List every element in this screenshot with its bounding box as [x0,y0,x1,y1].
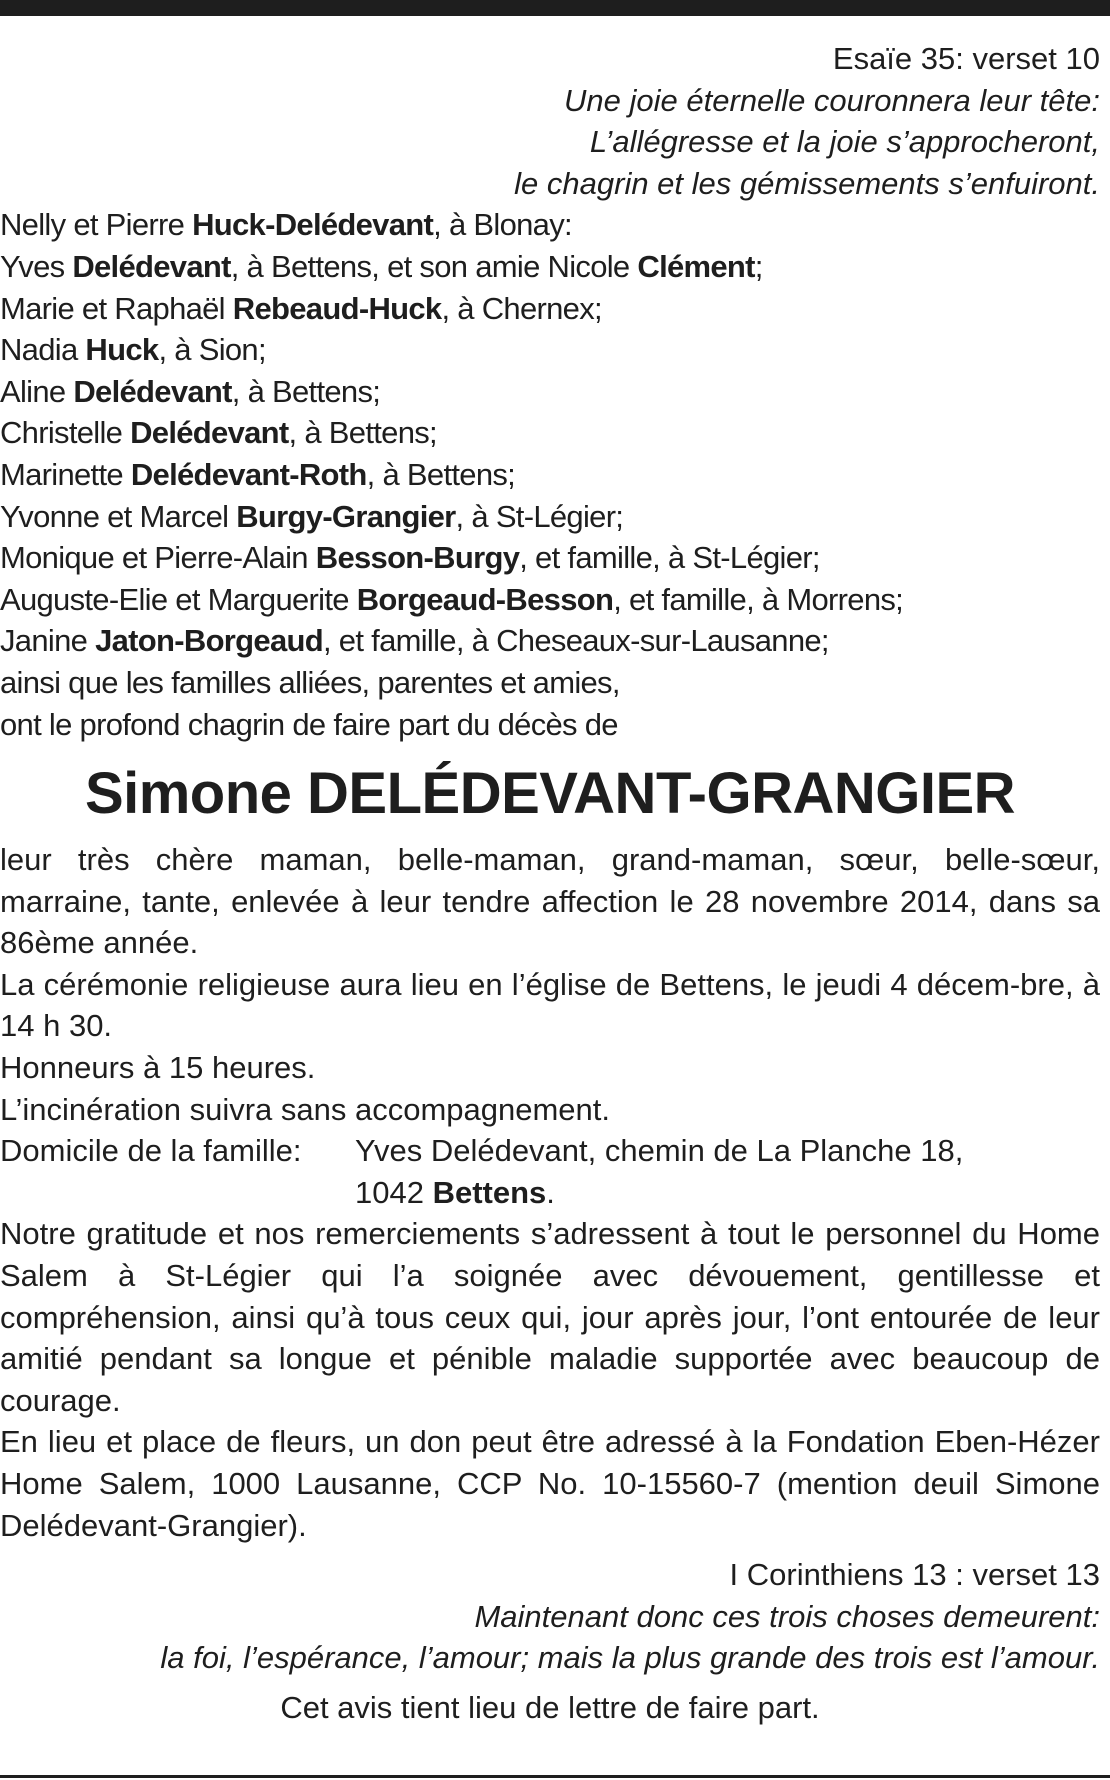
honneurs-line: Honneurs à 15 heures. [0,1050,316,1086]
domicile-block [0,1130,1100,1213]
family-line: Auguste-Elie et Marguerite Borgeaud-Besson, et famille, à Morrens; [0,581,904,617]
family-line: Monique et Pierre-Alain Besson-Burgy, et famille, à St-Légier; [0,540,820,576]
closing-line: Cet avis tient lieu de lettre de faire part. [280,1689,820,1725]
gratitude-paragraph: Notre gratitude et nos remerciements s’adressent à tout le personnel du Home Salem à St-Légier qui l’a soignée avec dévouement, gentillesse et compréhension, ainsi qu’à tous ceux qui, jour après jour, l’ont entourée de leur amitié pendant sa longue et pénible maladie supportée avec beaucoup de courage. [0,1216,1100,1418]
family-line: Christelle Delédevant, à Bettens; [0,415,437,451]
verse-bottom-reference: I Corinthiens 13 : verset 13 [729,1557,1100,1593]
obituary-notice [0,38,1100,1729]
family-line: Marie et Raphaël Rebeaud-Huck, à Chernex; [0,290,602,326]
domicile-label: Domicile de la famille: [0,1133,302,1169]
verse-top-line: L’allégresse et la joie s’approcheront, [589,124,1100,160]
verse-bottom-line: Maintenant donc ces trois choses demeurent: [474,1598,1100,1634]
donation-paragraph: En lieu et place de fleurs, un don peut être adressé à la Fondation Eben-Hézer Home Salem, 1000 Lausanne, CCP No. 10-15560-7 (mention deuil Simone Delédevant-Grangier). [0,1424,1100,1543]
family-line: Aline Delédevant, à Bettens; [0,373,381,409]
family-line: Yvonne et Marcel Burgy-Grangier, à St-Légier; [0,498,624,534]
incineration-line: L’incinération suivra sans accompagnement. [0,1091,611,1127]
relation-paragraph: leur très chère maman, belle-maman, grand-maman, sœur, belle-sœur, marraine, tante, enlevée à leur tendre affection le 28 novembre 2014, dans sa 86ème année. [0,842,1100,961]
family-line: Janine Jaton-Borgeaud, et famille, à Cheseaux-sur-Lausanne; [0,623,829,659]
domicile-address [355,1130,963,1213]
family-line: Marinette Delédevant-Roth, à Bettens; [0,456,516,492]
verse-bottom [0,1554,1100,1679]
family-line: Yves Delédevant, à Bettens, et son amie Nicole Clément; [0,248,763,284]
verse-top-line: le chagrin et les gémissements s’enfuiront. [514,165,1100,201]
ceremony-paragraph: La cérémonie religieuse aura lieu en l’église de Bettens, le jeudi 4 décem-bre, à 14 h 30. [0,966,1100,1044]
top-rule [0,0,1110,16]
domicile-city-line: 1042 Bettens. [355,1174,555,1210]
verse-top-line: Une joie éternelle couronnera leur tête: [564,82,1100,118]
verse-top [0,38,1100,204]
family-line: Nelly et Pierre Huck-Delédevant, à Blonay: [0,207,572,243]
verse-top-reference: Esaïe 35: verset 10 [832,41,1100,76]
family-list [0,204,1100,745]
domicile-street: Yves Delédevant, chemin de La Planche 18, [355,1133,964,1169]
intro-line: ainsi que les familles alliées, parentes et amies, [0,664,620,700]
bottom-rule [0,1775,1110,1778]
intro-line: ont le profond chagrin de faire part du décès de [0,706,618,742]
family-line: Nadia Huck, à Sion; [0,332,266,368]
deceased-name: Simone DELÉDEVANT-GRANGIER [84,761,1016,827]
verse-bottom-line: la foi, l’espérance, l’amour; mais la plus grande des trois est l’amour. [160,1640,1100,1676]
